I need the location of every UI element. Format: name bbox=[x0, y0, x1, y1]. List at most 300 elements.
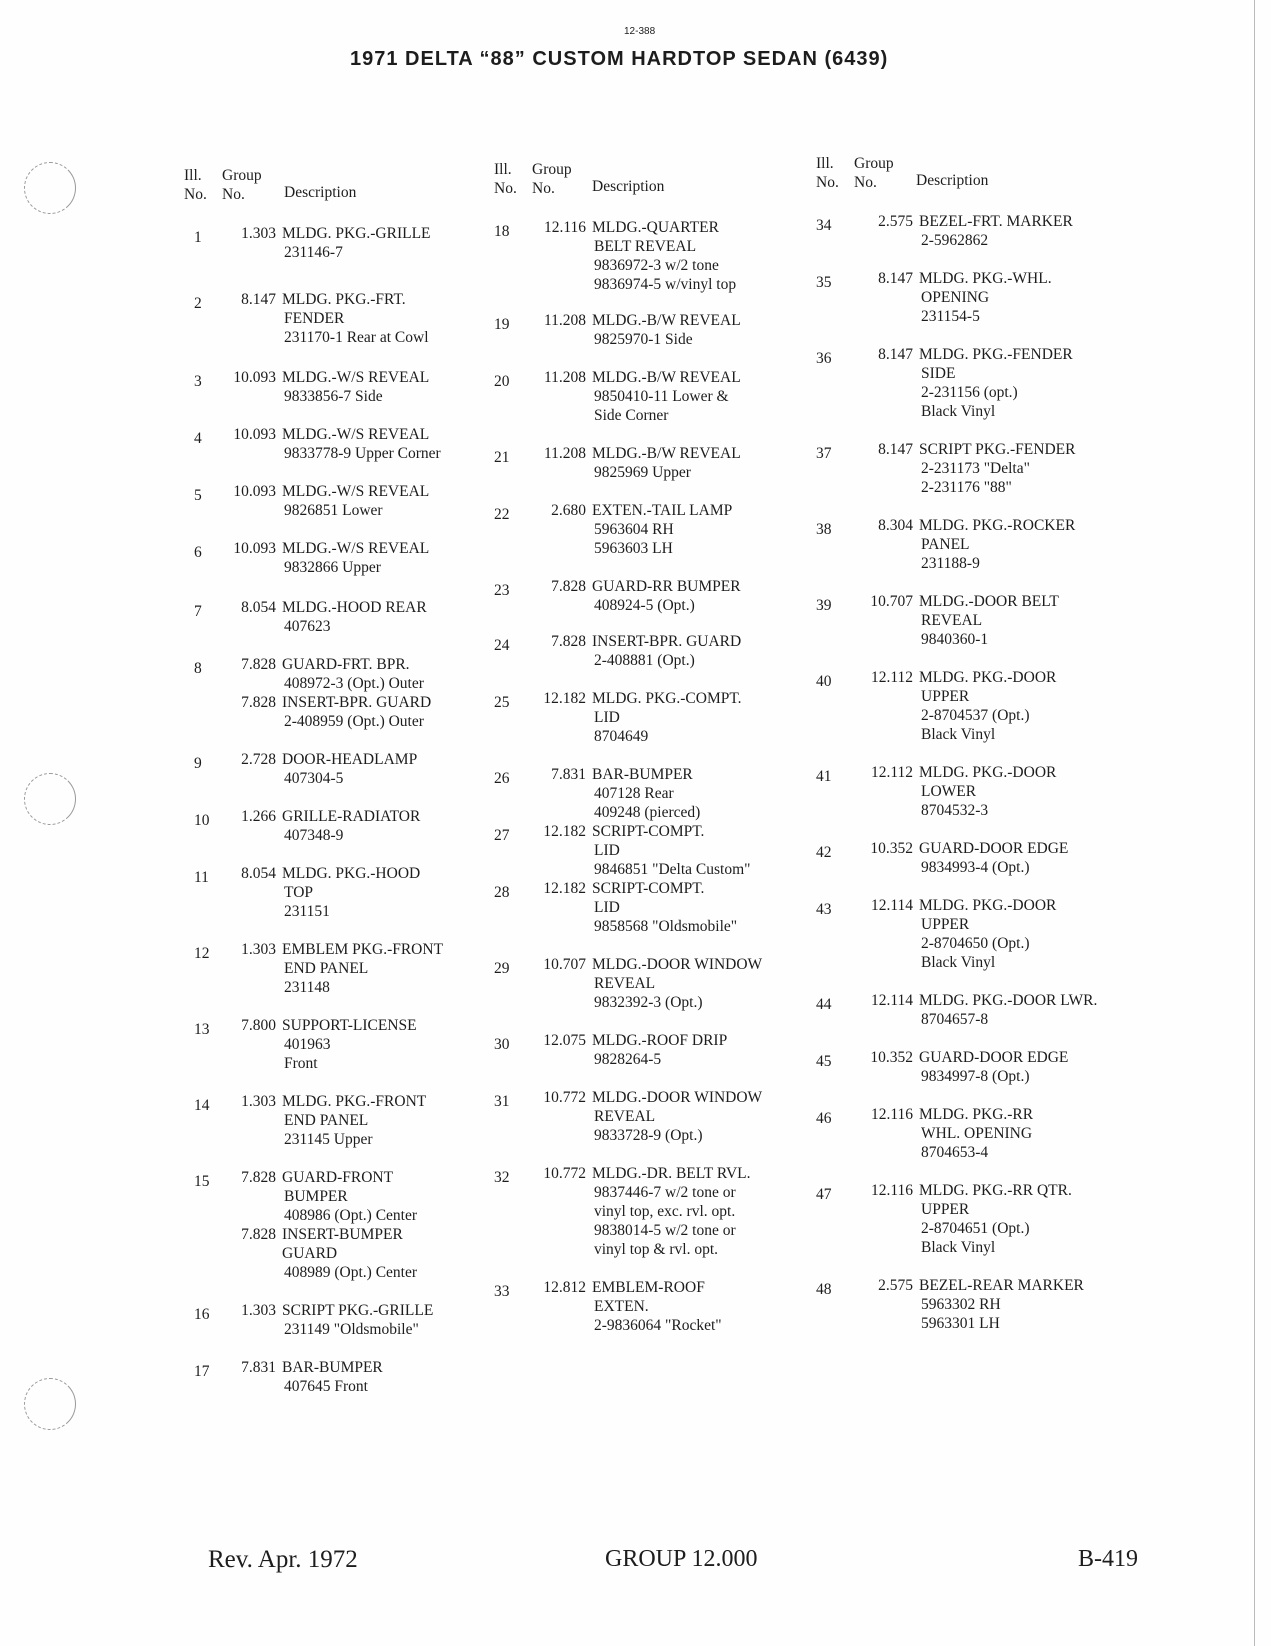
ill-number: 28 bbox=[494, 884, 510, 901]
part-detail: 2-231156 (opt.) bbox=[921, 384, 1018, 401]
header-group-no: No. bbox=[854, 174, 877, 191]
group-number: 7.828 bbox=[551, 633, 586, 650]
part-detail: 9850410-11 Lower & bbox=[594, 388, 729, 405]
group-number: 2.728 bbox=[241, 751, 276, 768]
parts-entry bbox=[494, 632, 814, 670]
part-detail: Front bbox=[284, 1055, 318, 1072]
ill-number: 22 bbox=[494, 506, 510, 523]
ill-number: 34 bbox=[816, 217, 832, 234]
part-description: MLDG.-W/S REVEAL bbox=[282, 369, 430, 386]
parts-entry bbox=[816, 212, 1146, 250]
ill-number: 8 bbox=[194, 660, 202, 677]
parts-entry bbox=[816, 763, 1146, 820]
header-description: Description bbox=[592, 178, 665, 195]
part-description: MLDG.-B/W REVEAL bbox=[592, 445, 741, 462]
part-detail: WHL. OPENING bbox=[921, 1125, 1033, 1142]
group-number: 1.303 bbox=[241, 1093, 276, 1110]
part-description: INSERT-BPR. GUARD bbox=[282, 694, 432, 711]
part-description: MLDG. PKG.-DOOR LWR. bbox=[919, 992, 1098, 1009]
secondary-part-line bbox=[241, 693, 494, 712]
part-detail: 9833728-9 (Opt.) bbox=[594, 1127, 703, 1144]
part-detail: 9826851 Lower bbox=[284, 502, 383, 519]
part-detail: UPPER bbox=[921, 688, 970, 705]
part-detail: SIDE bbox=[921, 365, 956, 382]
part-detail: 2-8704651 (Opt.) bbox=[921, 1220, 1030, 1237]
part-description: EMBLEM PKG.-FRONT bbox=[282, 941, 444, 958]
part-detail: 8704649 bbox=[594, 728, 649, 745]
part-description: MLDG.-ROOF DRIP bbox=[592, 1032, 728, 1049]
part-description: MLDG. PKG.-RR QTR. bbox=[919, 1182, 1072, 1199]
ill-number: 7 bbox=[194, 603, 202, 620]
part-description: INSERT-BUMPER bbox=[282, 1226, 403, 1243]
part-detail: 5963603 LH bbox=[594, 540, 673, 557]
part-detail: LID bbox=[594, 842, 620, 859]
ill-number: 13 bbox=[194, 1021, 210, 1038]
part-detail: OPENING bbox=[921, 289, 990, 306]
group-number: 8.147 bbox=[241, 291, 276, 308]
parts-entry bbox=[184, 1016, 494, 1073]
part-description: MLDG. PKG.-FRONT bbox=[282, 1093, 427, 1110]
part-description: BAR-BUMPER bbox=[592, 766, 693, 783]
parts-entry bbox=[494, 1088, 814, 1145]
group-number: 10.093 bbox=[233, 426, 276, 443]
part-description: MLDG.-QUARTER bbox=[592, 219, 719, 236]
parts-entry bbox=[184, 539, 494, 577]
footer-revision: Rev. Apr. 1972 bbox=[208, 1546, 358, 1573]
part-detail: EXTEN. bbox=[594, 1298, 649, 1315]
part-detail: 2-408881 (Opt.) bbox=[594, 652, 695, 669]
part-detail: LID bbox=[594, 899, 620, 916]
parts-entry bbox=[494, 1031, 814, 1069]
parts-entry bbox=[816, 345, 1146, 421]
part-detail: 2-8704537 (Opt.) bbox=[921, 707, 1030, 724]
part-detail: PANEL bbox=[921, 536, 970, 553]
group-number: 10.772 bbox=[543, 1165, 586, 1182]
parts-entry bbox=[494, 955, 814, 1012]
part-detail: Side Corner bbox=[594, 407, 669, 424]
part-description: MLDG. PKG.-DOOR bbox=[919, 669, 1057, 686]
ill-number: 23 bbox=[494, 582, 510, 599]
ill-number: 25 bbox=[494, 694, 510, 711]
part-description: BAR-BUMPER bbox=[282, 1359, 383, 1376]
ill-number: 14 bbox=[194, 1097, 210, 1114]
group-number: 7.828 bbox=[241, 1226, 276, 1243]
part-detail: 231149 "Oldsmobile" bbox=[284, 1321, 419, 1338]
parts-entry bbox=[816, 896, 1146, 972]
column-header bbox=[184, 166, 494, 208]
part-detail: 5963302 RH bbox=[921, 1296, 1001, 1313]
part-detail: 231148 bbox=[284, 979, 330, 996]
parts-entry bbox=[494, 1278, 814, 1335]
parts-entry bbox=[184, 290, 494, 347]
group-number: 1.303 bbox=[241, 941, 276, 958]
ill-number: 20 bbox=[494, 373, 510, 390]
ill-number: 11 bbox=[194, 869, 209, 886]
group-number: 7.828 bbox=[551, 578, 586, 595]
ill-number: 5 bbox=[194, 487, 202, 504]
group-number: 10.093 bbox=[233, 369, 276, 386]
group-number: 10.352 bbox=[870, 1049, 913, 1066]
group-number: 7.831 bbox=[551, 766, 586, 783]
ill-number: 31 bbox=[494, 1093, 510, 1110]
ill-number: 9 bbox=[194, 755, 202, 772]
header-group: Group bbox=[222, 167, 262, 184]
ill-number: 16 bbox=[194, 1306, 210, 1323]
part-description: MLDG. PKG.-RR bbox=[919, 1106, 1034, 1123]
header-description: Description bbox=[284, 184, 357, 201]
part-description: SCRIPT-COMPT. bbox=[592, 880, 705, 897]
ill-number: 37 bbox=[816, 445, 832, 462]
punch-hole-bottom bbox=[24, 1378, 76, 1430]
group-number: 12.182 bbox=[543, 690, 586, 707]
group-number: 8.304 bbox=[878, 517, 913, 534]
ill-number: 19 bbox=[494, 316, 510, 333]
part-detail: 408972-3 (Opt.) Outer bbox=[284, 675, 424, 692]
part-description: MLDG. PKG.-WHL. bbox=[919, 270, 1052, 287]
header-group: Group bbox=[532, 161, 572, 178]
parts-entry bbox=[184, 224, 494, 262]
part-description: MLDG.-DOOR WINDOW bbox=[592, 956, 763, 973]
part-detail: 9834997-8 (Opt.) bbox=[921, 1068, 1030, 1085]
parts-entry bbox=[816, 592, 1146, 649]
group-number: 8.147 bbox=[878, 441, 913, 458]
ill-number: 45 bbox=[816, 1053, 832, 1070]
part-description: GUARD-FRONT bbox=[282, 1169, 394, 1186]
part-detail: 2-8704650 (Opt.) bbox=[921, 935, 1030, 952]
ill-number: 17 bbox=[194, 1363, 210, 1380]
part-detail: 2-408959 (Opt.) Outer bbox=[284, 713, 424, 730]
ill-number: 1 bbox=[194, 229, 202, 246]
part-detail: Black Vinyl bbox=[921, 954, 996, 971]
ill-number: 39 bbox=[816, 597, 832, 614]
group-number: 7.828 bbox=[241, 656, 276, 673]
ill-number: 46 bbox=[816, 1110, 832, 1127]
part-detail: 231151 bbox=[284, 903, 330, 920]
part-description: MLDG.-W/S REVEAL bbox=[282, 483, 430, 500]
part-detail: REVEAL bbox=[594, 975, 656, 992]
group-number: 12.182 bbox=[543, 823, 586, 840]
parts-entry bbox=[184, 940, 494, 997]
header-ill-no: No. bbox=[816, 174, 839, 191]
parts-entry bbox=[494, 368, 814, 425]
part-description: DOOR-HEADLAMP bbox=[282, 751, 418, 768]
part-detail: 2-231173 "Delta" bbox=[921, 460, 1030, 477]
part-detail: END PANEL bbox=[284, 960, 369, 977]
header-ill-no: No. bbox=[494, 180, 517, 197]
part-description: MLDG.-DR. BELT RVL. bbox=[592, 1165, 751, 1182]
parts-entry bbox=[184, 482, 494, 520]
group-number: 11.208 bbox=[543, 312, 586, 329]
group-number: 8.054 bbox=[241, 865, 276, 882]
group-number: 12.114 bbox=[870, 897, 913, 914]
parts-entry bbox=[494, 218, 814, 294]
footer-group: GROUP 12.000 bbox=[605, 1546, 758, 1572]
part-detail: 408924-5 (Opt.) bbox=[594, 597, 695, 614]
header-ill: Ill. bbox=[494, 161, 512, 178]
part-description: MLDG.-DOOR WINDOW bbox=[592, 1089, 763, 1106]
part-detail: Black Vinyl bbox=[921, 403, 996, 420]
parts-entry bbox=[184, 425, 494, 463]
part-detail: 9833778-9 Upper Corner bbox=[284, 445, 441, 462]
parts-column-1 bbox=[184, 166, 494, 1396]
part-description: GUARD-RR BUMPER bbox=[592, 578, 741, 595]
ill-number: 6 bbox=[194, 544, 202, 561]
header-ill: Ill. bbox=[816, 155, 834, 172]
parts-entry bbox=[494, 577, 814, 615]
part-description: BEZEL-REAR MARKER bbox=[919, 1277, 1084, 1294]
part-detail: 407623 bbox=[284, 618, 331, 635]
part-description: BEZEL-FRT. MARKER bbox=[919, 213, 1073, 230]
part-description: INSERT-BPR. GUARD bbox=[592, 633, 742, 650]
part-detail: END PANEL bbox=[284, 1112, 369, 1129]
punch-hole-top bbox=[24, 162, 76, 214]
ill-number: 47 bbox=[816, 1186, 832, 1203]
part-detail: 8704657-8 bbox=[921, 1011, 989, 1028]
ill-number: 42 bbox=[816, 844, 832, 861]
parts-entry bbox=[816, 1181, 1146, 1257]
parts-entry bbox=[494, 765, 814, 822]
parts-entry bbox=[816, 668, 1146, 744]
part-detail: 409248 (pierced) bbox=[594, 804, 701, 821]
part-description: MLDG.-B/W REVEAL bbox=[592, 369, 741, 386]
group-number: 2.575 bbox=[878, 213, 913, 230]
parts-entry bbox=[184, 1358, 494, 1396]
group-number: 1.266 bbox=[241, 808, 276, 825]
part-detail: 407348-9 bbox=[284, 827, 344, 844]
parts-entry bbox=[184, 655, 494, 731]
part-detail: 9838014-5 w/2 tone or bbox=[594, 1222, 736, 1239]
ill-number: 10 bbox=[194, 812, 210, 829]
part-description: MLDG. PKG.-ROCKER bbox=[919, 517, 1076, 534]
group-number: 7.828 bbox=[241, 1169, 276, 1186]
part-detail: GUARD bbox=[282, 1245, 338, 1262]
ill-number: 12 bbox=[194, 945, 210, 962]
ill-number: 30 bbox=[494, 1036, 510, 1053]
group-number: 12.812 bbox=[543, 1279, 586, 1296]
part-description: GUARD-DOOR EDGE bbox=[919, 1049, 1069, 1066]
part-detail: 5963604 RH bbox=[594, 521, 674, 538]
part-detail: 408986 (Opt.) Center bbox=[284, 1207, 418, 1224]
part-description: GRILLE-RADIATOR bbox=[282, 808, 421, 825]
parts-entry bbox=[184, 750, 494, 788]
part-description: MLDG.-DOOR BELT bbox=[919, 593, 1059, 610]
part-detail: 9837446-7 w/2 tone or bbox=[594, 1184, 736, 1201]
group-number: 7.828 bbox=[241, 694, 276, 711]
group-number: 1.303 bbox=[241, 1302, 276, 1319]
part-description: SUPPORT-LICENSE bbox=[282, 1017, 417, 1034]
group-number: 10.093 bbox=[233, 483, 276, 500]
ill-number: 44 bbox=[816, 996, 832, 1013]
part-detail: 9846851 "Delta Custom" bbox=[594, 861, 751, 878]
part-detail: 9832392-3 (Opt.) bbox=[594, 994, 703, 1011]
part-detail: 9828264-5 bbox=[594, 1051, 662, 1068]
part-description: SCRIPT PKG.-FENDER bbox=[919, 441, 1076, 458]
parts-entry bbox=[494, 879, 814, 936]
page-edge-line bbox=[1254, 0, 1255, 1646]
parts-column-3 bbox=[816, 154, 1146, 1333]
ill-number: 38 bbox=[816, 521, 832, 538]
part-detail: 407645 Front bbox=[284, 1378, 368, 1395]
ill-number: 27 bbox=[494, 827, 510, 844]
ill-number: 3 bbox=[194, 373, 202, 390]
parts-entry bbox=[184, 368, 494, 406]
header-group-no: No. bbox=[222, 186, 245, 203]
part-description: MLDG. PKG.-COMPT. bbox=[592, 690, 742, 707]
parts-entry bbox=[816, 516, 1146, 573]
ill-number: 33 bbox=[494, 1283, 510, 1300]
part-detail: 8704532-3 bbox=[921, 802, 989, 819]
ill-number: 48 bbox=[816, 1281, 832, 1298]
parts-entry bbox=[494, 1164, 814, 1259]
group-number: 2.575 bbox=[878, 1277, 913, 1294]
part-detail: UPPER bbox=[921, 1201, 970, 1218]
part-detail: 2-231176 "88" bbox=[921, 479, 1012, 496]
part-description: MLDG.-HOOD REAR bbox=[282, 599, 427, 616]
part-detail: 9833856-7 Side bbox=[284, 388, 383, 405]
column-header bbox=[494, 160, 814, 202]
parts-entry bbox=[816, 1276, 1146, 1333]
parts-entry bbox=[184, 864, 494, 921]
parts-entry bbox=[494, 689, 814, 746]
part-detail: 9834993-4 (Opt.) bbox=[921, 859, 1030, 876]
ill-number: 24 bbox=[494, 637, 510, 654]
part-description: GUARD-FRT. BPR. bbox=[282, 656, 410, 673]
part-description: SCRIPT PKG.-GRILLE bbox=[282, 1302, 434, 1319]
part-detail: 231188-9 bbox=[921, 555, 980, 572]
header-ill: Ill. bbox=[184, 167, 202, 184]
parts-entry bbox=[494, 822, 814, 879]
punch-hole-middle bbox=[24, 773, 76, 825]
part-description: MLDG.-B/W REVEAL bbox=[592, 312, 741, 329]
header-ill-no: No. bbox=[184, 186, 207, 203]
header-group: Group bbox=[854, 155, 894, 172]
ill-number: 36 bbox=[816, 350, 832, 367]
part-detail: vinyl top, exc. rvl. opt. bbox=[594, 1203, 736, 1220]
parts-entry bbox=[184, 1301, 494, 1339]
part-detail: 231146-7 bbox=[284, 244, 343, 261]
part-detail: 9836974-5 w/vinyl top bbox=[594, 276, 737, 293]
part-detail: 9825970-1 Side bbox=[594, 331, 693, 348]
group-number: 10.707 bbox=[543, 956, 586, 973]
group-number: 12.112 bbox=[870, 669, 913, 686]
part-detail: Black Vinyl bbox=[921, 1239, 996, 1256]
part-detail: 9836972-3 w/2 tone bbox=[594, 257, 719, 274]
part-detail: 5963301 LH bbox=[921, 1315, 1000, 1332]
part-detail: Black Vinyl bbox=[921, 726, 996, 743]
part-description: MLDG. PKG.-GRILLE bbox=[282, 225, 431, 242]
part-description: SCRIPT-COMPT. bbox=[592, 823, 705, 840]
group-number: 12.116 bbox=[543, 219, 586, 236]
part-detail: REVEAL bbox=[921, 612, 983, 629]
parts-entry bbox=[494, 311, 814, 349]
part-detail: 407304-5 bbox=[284, 770, 344, 787]
group-number: 10.772 bbox=[543, 1089, 586, 1106]
group-number: 12.075 bbox=[543, 1032, 586, 1049]
group-number: 10.352 bbox=[870, 840, 913, 857]
part-detail: 9858568 "Oldsmobile" bbox=[594, 918, 738, 935]
part-detail: 9840360-1 bbox=[921, 631, 989, 648]
part-detail: 9832866 Upper bbox=[284, 559, 381, 576]
group-number: 11.208 bbox=[543, 369, 586, 386]
ill-number: 2 bbox=[194, 295, 202, 312]
group-number: 10.093 bbox=[233, 540, 276, 557]
parts-entry bbox=[816, 1105, 1146, 1162]
parts-column-2 bbox=[494, 160, 814, 1335]
group-number: 8.147 bbox=[878, 346, 913, 363]
parts-entry bbox=[816, 1048, 1146, 1086]
parts-entry bbox=[184, 1092, 494, 1149]
part-description: MLDG. PKG.-DOOR bbox=[919, 897, 1057, 914]
parts-entry bbox=[184, 598, 494, 636]
group-number: 2.680 bbox=[551, 502, 586, 519]
page-number-top: 12-388 bbox=[624, 26, 656, 37]
part-detail: 407128 Rear bbox=[594, 785, 674, 802]
part-detail: 2-5962862 bbox=[921, 232, 989, 249]
group-number: 7.800 bbox=[241, 1017, 276, 1034]
ill-number: 29 bbox=[494, 960, 510, 977]
part-detail: FENDER bbox=[284, 310, 345, 327]
part-description: MLDG. PKG.-FRT. bbox=[282, 291, 406, 308]
footer-page-number: B-419 bbox=[1078, 1546, 1138, 1572]
ill-number: 32 bbox=[494, 1169, 510, 1186]
secondary-part-line bbox=[241, 1225, 494, 1244]
part-detail: 9825969 Upper bbox=[594, 464, 691, 481]
group-number: 1.303 bbox=[241, 225, 276, 242]
part-detail: 408989 (Opt.) Center bbox=[284, 1264, 418, 1281]
part-description: MLDG.-W/S REVEAL bbox=[282, 540, 430, 557]
part-detail: 231145 Upper bbox=[284, 1131, 373, 1148]
group-number: 10.707 bbox=[870, 593, 913, 610]
parts-entry bbox=[494, 444, 814, 482]
ill-number: 26 bbox=[494, 770, 510, 787]
parts-entry bbox=[184, 1168, 494, 1282]
part-detail: 8704653-4 bbox=[921, 1144, 989, 1161]
part-description: MLDG. PKG.-FENDER bbox=[919, 346, 1073, 363]
ill-number: 4 bbox=[194, 430, 202, 447]
column-header bbox=[816, 154, 1146, 196]
ill-number: 21 bbox=[494, 449, 510, 466]
ill-number: 18 bbox=[494, 223, 510, 240]
part-detail: vinyl top & rvl. opt. bbox=[594, 1241, 718, 1258]
header-group-no: No. bbox=[532, 180, 555, 197]
part-detail: TOP bbox=[284, 884, 314, 901]
group-number: 12.116 bbox=[870, 1182, 913, 1199]
part-detail: 231170-1 Rear at Cowl bbox=[284, 329, 429, 346]
parts-entry bbox=[816, 839, 1146, 877]
part-detail: 401963 bbox=[284, 1036, 331, 1053]
part-detail: UPPER bbox=[921, 916, 970, 933]
part-description: EMBLEM-ROOF bbox=[592, 1279, 705, 1296]
part-description: MLDG. PKG.-HOOD bbox=[282, 865, 421, 882]
part-detail: BUMPER bbox=[284, 1188, 348, 1205]
header-description: Description bbox=[916, 172, 989, 189]
group-number: 12.112 bbox=[870, 764, 913, 781]
part-detail: 2-9836064 "Rocket" bbox=[594, 1317, 722, 1334]
ill-number: 35 bbox=[816, 274, 832, 291]
part-detail: 231154-5 bbox=[921, 308, 980, 325]
group-number: 12.182 bbox=[543, 880, 586, 897]
part-description: MLDG. PKG.-DOOR bbox=[919, 764, 1057, 781]
part-description: MLDG.-W/S REVEAL bbox=[282, 426, 430, 443]
ill-number: 43 bbox=[816, 901, 832, 918]
group-number: 8.054 bbox=[241, 599, 276, 616]
group-number: 8.147 bbox=[878, 270, 913, 287]
part-description: EXTEN.-TAIL LAMP bbox=[592, 502, 733, 519]
group-number: 12.116 bbox=[870, 1106, 913, 1123]
parts-entry bbox=[816, 269, 1146, 326]
ill-number: 15 bbox=[194, 1173, 210, 1190]
parts-entry bbox=[816, 440, 1146, 497]
